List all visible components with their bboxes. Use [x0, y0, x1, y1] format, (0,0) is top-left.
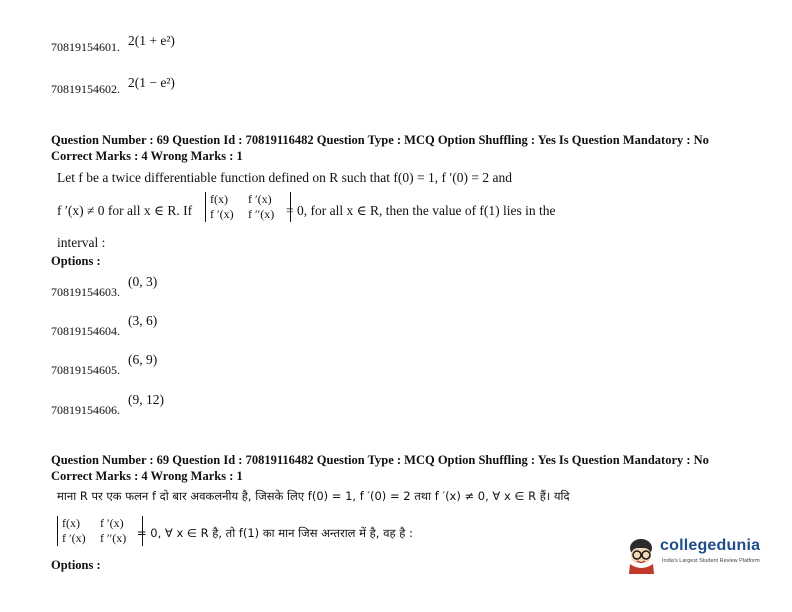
option-value: (6, 9) [128, 352, 158, 367]
mascot-icon [624, 534, 660, 574]
option-value: (9, 12) [128, 392, 164, 407]
question-header: Question Number : 69 Question Id : 70819116482 Question Type : MCQ Option Shuffling : Yes Is Question Mandatory : No [51, 453, 709, 467]
question-text-line: = 0, for all x ∈ R, then the value of f(1) lies in the [286, 203, 556, 218]
question-marks: Correct Marks : 4 Wrong Marks : 1 [51, 469, 243, 483]
det-entry: f ′(x) [100, 516, 124, 530]
option-id: 70819154602. [51, 82, 120, 96]
det-entry: f ′(x) [248, 192, 272, 206]
det-entry: f ′′(x) [248, 207, 275, 221]
det-entry: f(x) [210, 192, 228, 206]
option-id: 70819154604. [51, 324, 120, 338]
option-value: 2(1 + e²) [128, 33, 175, 48]
question-text-line: Let f be a twice differentiable function defined on R such that f(0) = 1, f ′(0) = 2 and [57, 170, 513, 185]
options-label: Options : [51, 558, 101, 572]
det-entry: f(x) [62, 516, 80, 530]
option-id: 70819154603. [51, 285, 120, 299]
option-value: 2(1 − e²) [128, 75, 175, 90]
collegedunia-logo [624, 534, 774, 574]
logo-tagline: India's Largest Student Review Platform [662, 558, 760, 564]
question-text-line: interval : [57, 235, 106, 250]
determinant [57, 516, 143, 546]
option-value: (3, 6) [128, 313, 158, 328]
option-value: (0, 3) [128, 274, 158, 289]
logo-wordmark: collegedunia [660, 537, 761, 554]
options-label: Options : [51, 254, 101, 268]
question-header: Question Number : 69 Question Id : 70819116482 Question Type : MCQ Option Shuffling : Yes Is Question Mandatory : No [51, 133, 709, 147]
question-text-line: माना R पर एक फलन f दो बार अवकलनीय है, जिसके लिए f(0) = 1, f ′(0) = 2 तथा f ′(x) ≠ 0, ∀ x ∈ R हैं। यदि [57, 489, 570, 503]
det-entry: f ′′(x) [100, 531, 127, 545]
option-id: 70819154605. [51, 363, 120, 377]
option-id: 70819154606. [51, 403, 120, 417]
question-text-line: = 0, ∀ x ∈ R है, तो f(1) का मान जिस अन्तराल में है, वह है : [137, 526, 413, 540]
determinant [205, 192, 291, 222]
det-entry: f ′(x) [210, 207, 234, 221]
question-marks: Correct Marks : 4 Wrong Marks : 1 [51, 149, 243, 163]
det-entry: f ′(x) [62, 531, 86, 545]
option-id: 70819154601. [51, 40, 120, 54]
question-text-line: f ′(x) ≠ 0 for all x ∈ R. If [57, 203, 193, 218]
